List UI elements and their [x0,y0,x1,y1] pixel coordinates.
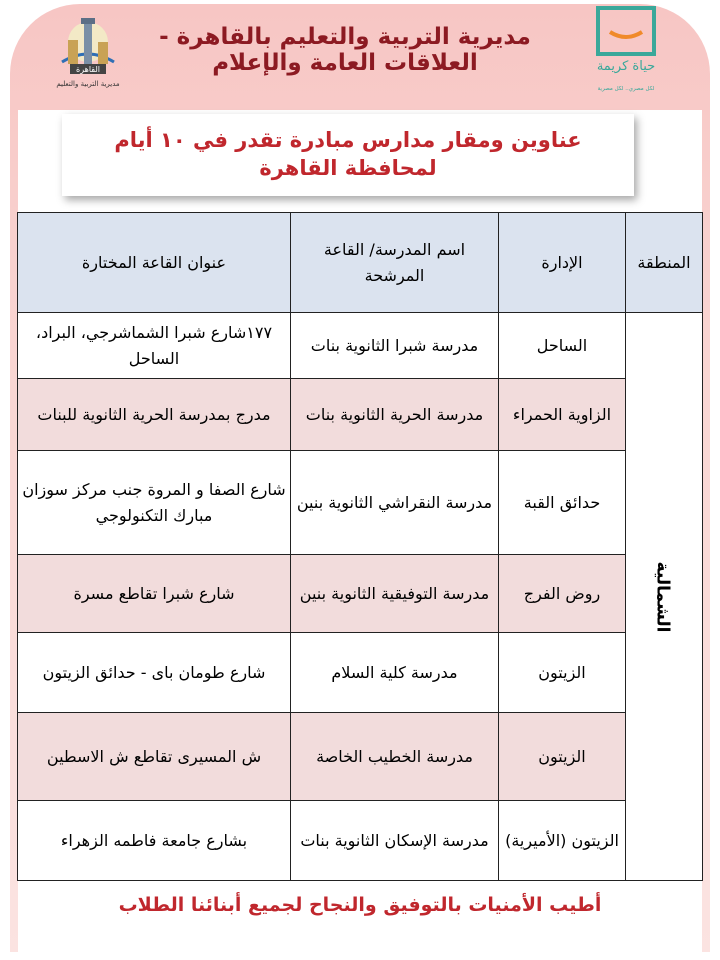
table-header-row [18,213,703,313]
cell-administration: حدائق القبة [499,451,626,555]
cell-school: مدرسة التوفيقية الثانوية بنين [291,555,499,633]
cell-administration: الزيتون [499,713,626,801]
cell-address: بشارع جامعة فاطمه الزهراء [18,801,291,881]
cell-administration: الزاوية الحمراء [499,379,626,451]
region-cell [626,313,703,881]
cell-address: مدرج بمدرسة الحرية الثانوية للبنات [18,379,291,451]
cell-address: ١٧٧شارع شبرا الشماشرجي، البراد، الساحل [18,313,291,379]
header-region: المنطقة [626,213,703,313]
page-header-title: مديرية التربية والتعليم بالقاهرة - العلاقات العامة والإعلام [159,24,531,76]
logo-right-text: حياة كريمة [596,59,656,74]
cell-address: ش المسيرى تقاطع ش الاسطين [18,713,291,801]
cell-school: مدرسة شبرا الثانوية بنات [291,313,499,379]
cell-school: مدرسة النقراشي الثانوية بنين [291,451,499,555]
logo-right-subtext: لكل مصري.. لكل مصرية [597,86,655,92]
cell-address: شارع الصفا و المروة جنب مركز سوزان مبارك التكنولوجي [18,451,291,555]
cell-administration: روض الفرج [499,555,626,633]
header-address: عنوان القاعة المختارة [18,213,291,313]
cell-administration: الزيتون [499,633,626,713]
header-administration: الإدارة [499,213,626,313]
table-row [18,713,703,801]
cell-school: مدرسة كلية السلام [291,633,499,713]
cell-administration: الساحل [499,313,626,379]
logo-left-subtext: مديرية التربية والتعليم [56,80,120,88]
cell-administration: الزيتون (الأميرية) [499,801,626,881]
table-row [18,313,703,379]
cell-address: شارع شبرا تقاطع مسرة [18,555,291,633]
cell-school: مدرسة الخطيب الخاصة [291,713,499,801]
footer [18,880,702,940]
subtitle-line-2: لمحافظة القاهرة [259,156,437,180]
footer-text: أطيب الأمنيات بالتوفيق والنجاح لجميع أبنائنا الطلاب [118,894,602,916]
table-row [18,451,703,555]
hayah-karima-logo [592,6,660,98]
cell-school: مدرسة الحرية الثانوية بنات [291,379,499,451]
cairo-tower-icon [48,12,128,100]
table-row [18,379,703,451]
logo-left-text: القاهرة [76,65,100,74]
header-school: اسم المدرسة/ القاعة المرشحة [291,213,499,313]
cairo-directorate-logo [48,12,128,100]
subtitle-box [62,114,634,196]
hayah-karima-logo-icon [592,6,660,98]
table-row [18,801,703,881]
table-row [18,633,703,713]
schools-table [17,212,703,881]
cell-school: مدرسة الإسكان الثانوية بنات [291,801,499,881]
subtitle-line-1: عناوين ومقار مدارس مبادرة تقدر في ١٠ أيام [114,128,582,152]
table-row [18,555,703,633]
cell-address: شارع طومان باى - حدائق الزيتون [18,633,291,713]
region-value: الشمالية [652,561,673,632]
